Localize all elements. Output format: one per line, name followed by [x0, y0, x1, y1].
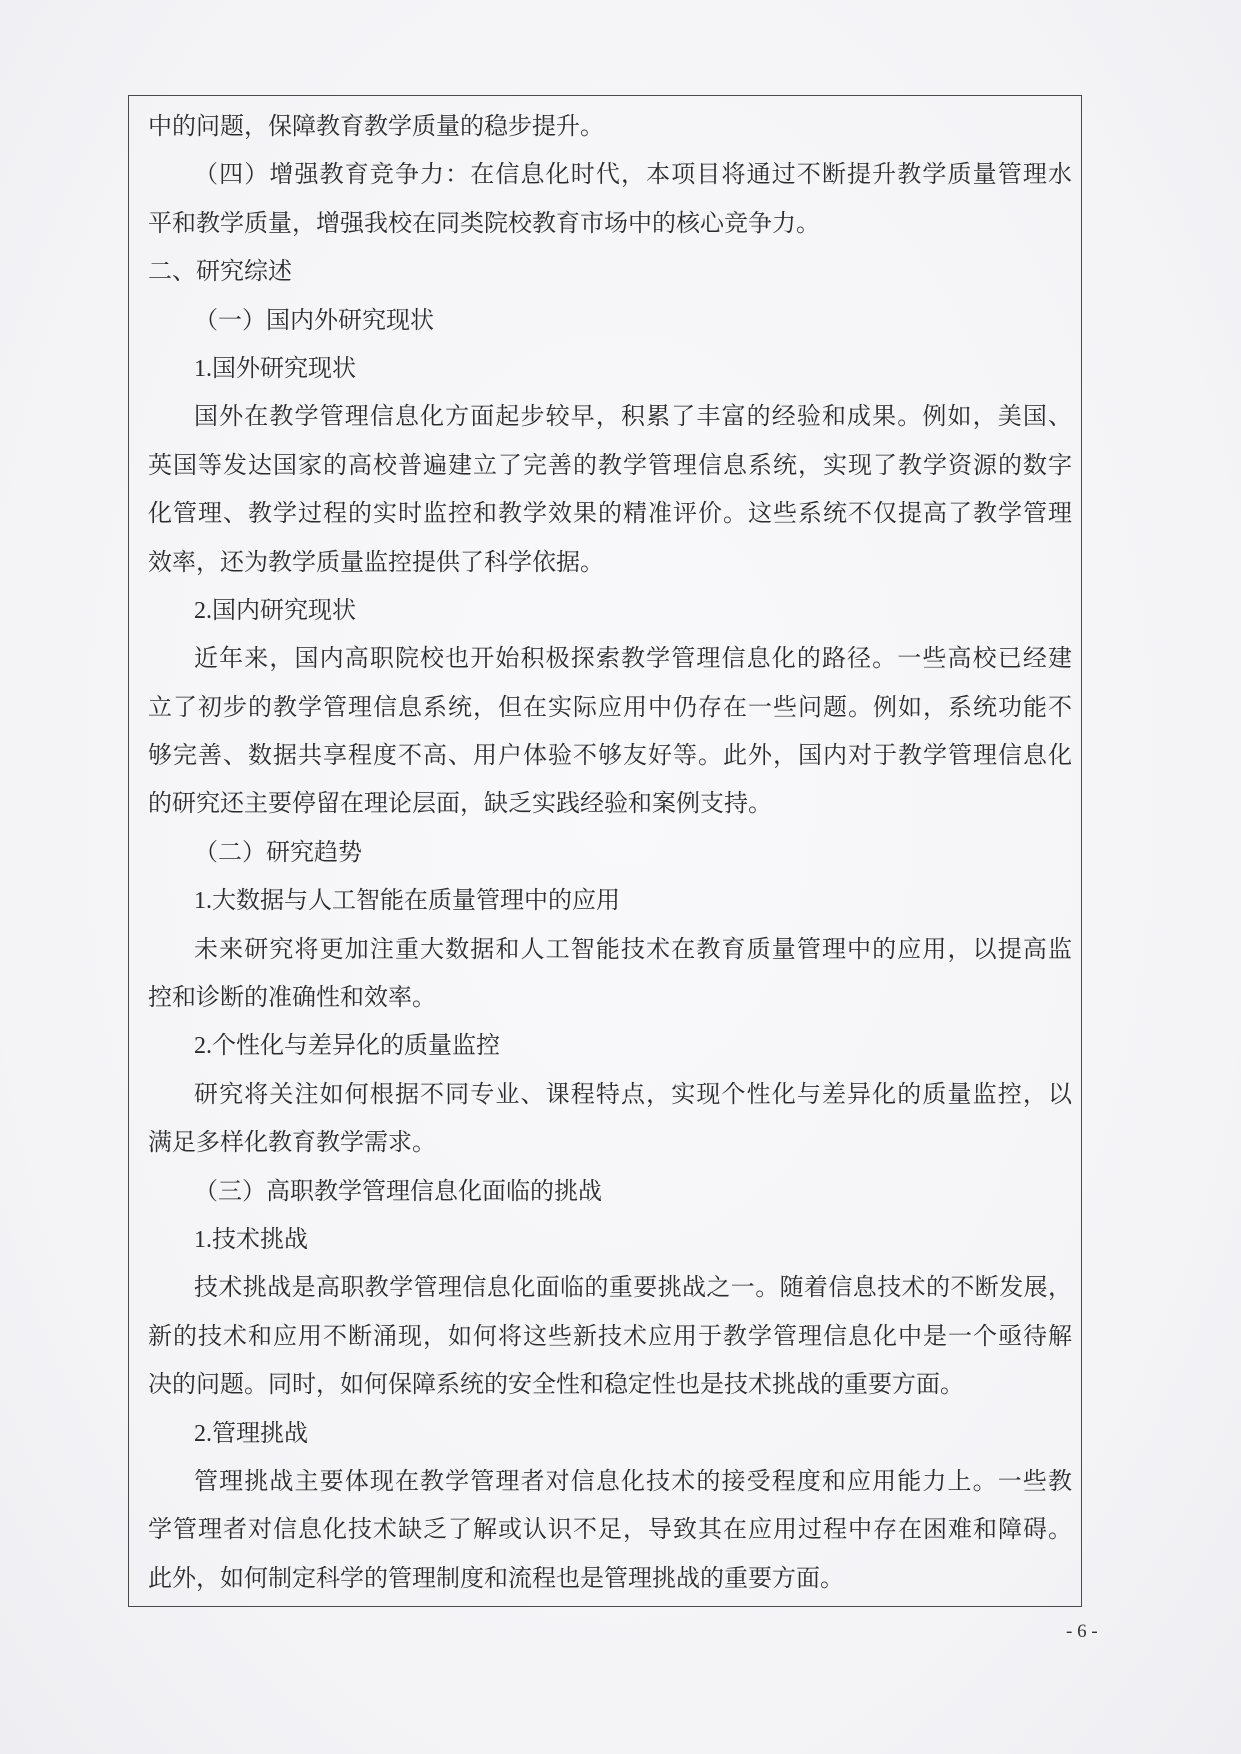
subsection-heading: （三）高职教学管理信息化面临的挑战 — [194, 1178, 602, 1205]
topic-heading: 2.个性化与差异化的质量监控 — [194, 1033, 500, 1060]
subsection-heading: （二）研究趋势 — [194, 839, 362, 866]
paragraph-line: 满足多样化教育教学需求。 — [148, 1130, 436, 1157]
topic-paragraph — [148, 635, 1072, 829]
paragraph-line: 国外在教学管理信息化方面起步较早，积累了丰富的经验和成果。例如，美国、 — [194, 404, 1072, 431]
paragraph-line: （四）增强教育竞争力：在信息化时代，本项目将通过不断提升教学质量管理水 — [194, 162, 1072, 189]
topic-paragraph — [148, 1264, 1072, 1409]
paragraph-line: 管理挑战主要体现在教学管理者对信息化技术的接受程度和应用能力上。一些教 — [194, 1468, 1072, 1495]
paragraph-line: 够完善、数据共享程度不高、用户体验不够友好等。此外，国内对于教学管理信息化 — [148, 743, 1072, 770]
paragraph-line: 化管理、教学过程的实时监控和教学效果的精准评价。这些系统不仅提高了教学管理 — [148, 501, 1072, 528]
topic-paragraph — [148, 393, 1072, 587]
paragraph-line: 近年来，国内高职院校也开始积极探索教学管理信息化的路径。一些高校已经建 — [194, 646, 1072, 673]
paragraph-line: 未来研究将更加注重大数据和人工智能技术在教育质量管理中的应用，以提高监 — [194, 936, 1072, 963]
paragraph-line: 决的问题。同时，如何保障系统的安全性和稳定性也是技术挑战的重要方面。 — [148, 1372, 964, 1399]
paragraph-line: 此外，如何制定科学的管理制度和流程也是管理挑战的重要方面。 — [148, 1565, 844, 1592]
paragraph-line: 效率，还为教学质量监控提供了科学依据。 — [148, 549, 604, 576]
paragraph-line: 立了初步的教学管理信息系统，但在实际应用中仍存在一些问题。例如，系统功能不 — [148, 694, 1072, 721]
topic-paragraph — [148, 1071, 1072, 1168]
topic-paragraph — [148, 1458, 1072, 1603]
topic-paragraph — [148, 926, 1072, 1023]
paragraph-line: 技术挑战是高职教学管理信息化面临的重要挑战之一。随着信息技术的不断发展， — [194, 1275, 1072, 1302]
paragraph-line: 控和诊断的准确性和效率。 — [148, 985, 436, 1012]
topic-heading: 2.管理挑战 — [194, 1420, 308, 1447]
paragraph-line: 研究将关注如何根据不同专业、课程特点，实现个性化与差异化的质量监控，以 — [194, 1081, 1072, 1108]
section-heading: 二、研究综述 — [148, 259, 292, 286]
topic-heading: 2.国内研究现状 — [194, 597, 356, 624]
paragraph-line: 新的技术和应用不断涌现，如何将这些新技术应用于教学管理信息化中是一个亟待解 — [148, 1323, 1072, 1350]
paragraph-line: 平和教学质量，增强我校在同类院校教育市场中的核心竞争力。 — [148, 210, 820, 237]
content-frame — [128, 95, 1082, 1607]
continued-paragraph-line: 中的问题，保障教育教学质量的稳步提升。 — [148, 114, 604, 140]
paragraph-line: 的研究还主要停留在理论层面，缺乏实践经验和案例支持。 — [148, 791, 772, 818]
subsection-heading: （一）国内外研究现状 — [194, 307, 434, 334]
page-number: - 6 - — [1066, 1621, 1098, 1642]
paragraph-line: 学管理者对信息化技术缺乏了解或认识不足，导致其在应用过程中存在困难和障碍。 — [148, 1517, 1072, 1544]
paragraph-line: 英国等发达国家的高校普遍建立了完善的教学管理信息系统，实现了教学资源的数字 — [148, 452, 1072, 479]
topic-heading: 1.大数据与人工智能在质量管理中的应用 — [194, 888, 620, 915]
topic-heading: 1.技术挑战 — [194, 1226, 308, 1253]
item-four-paragraph — [148, 151, 1072, 248]
topic-heading: 1.国外研究现状 — [194, 355, 356, 382]
